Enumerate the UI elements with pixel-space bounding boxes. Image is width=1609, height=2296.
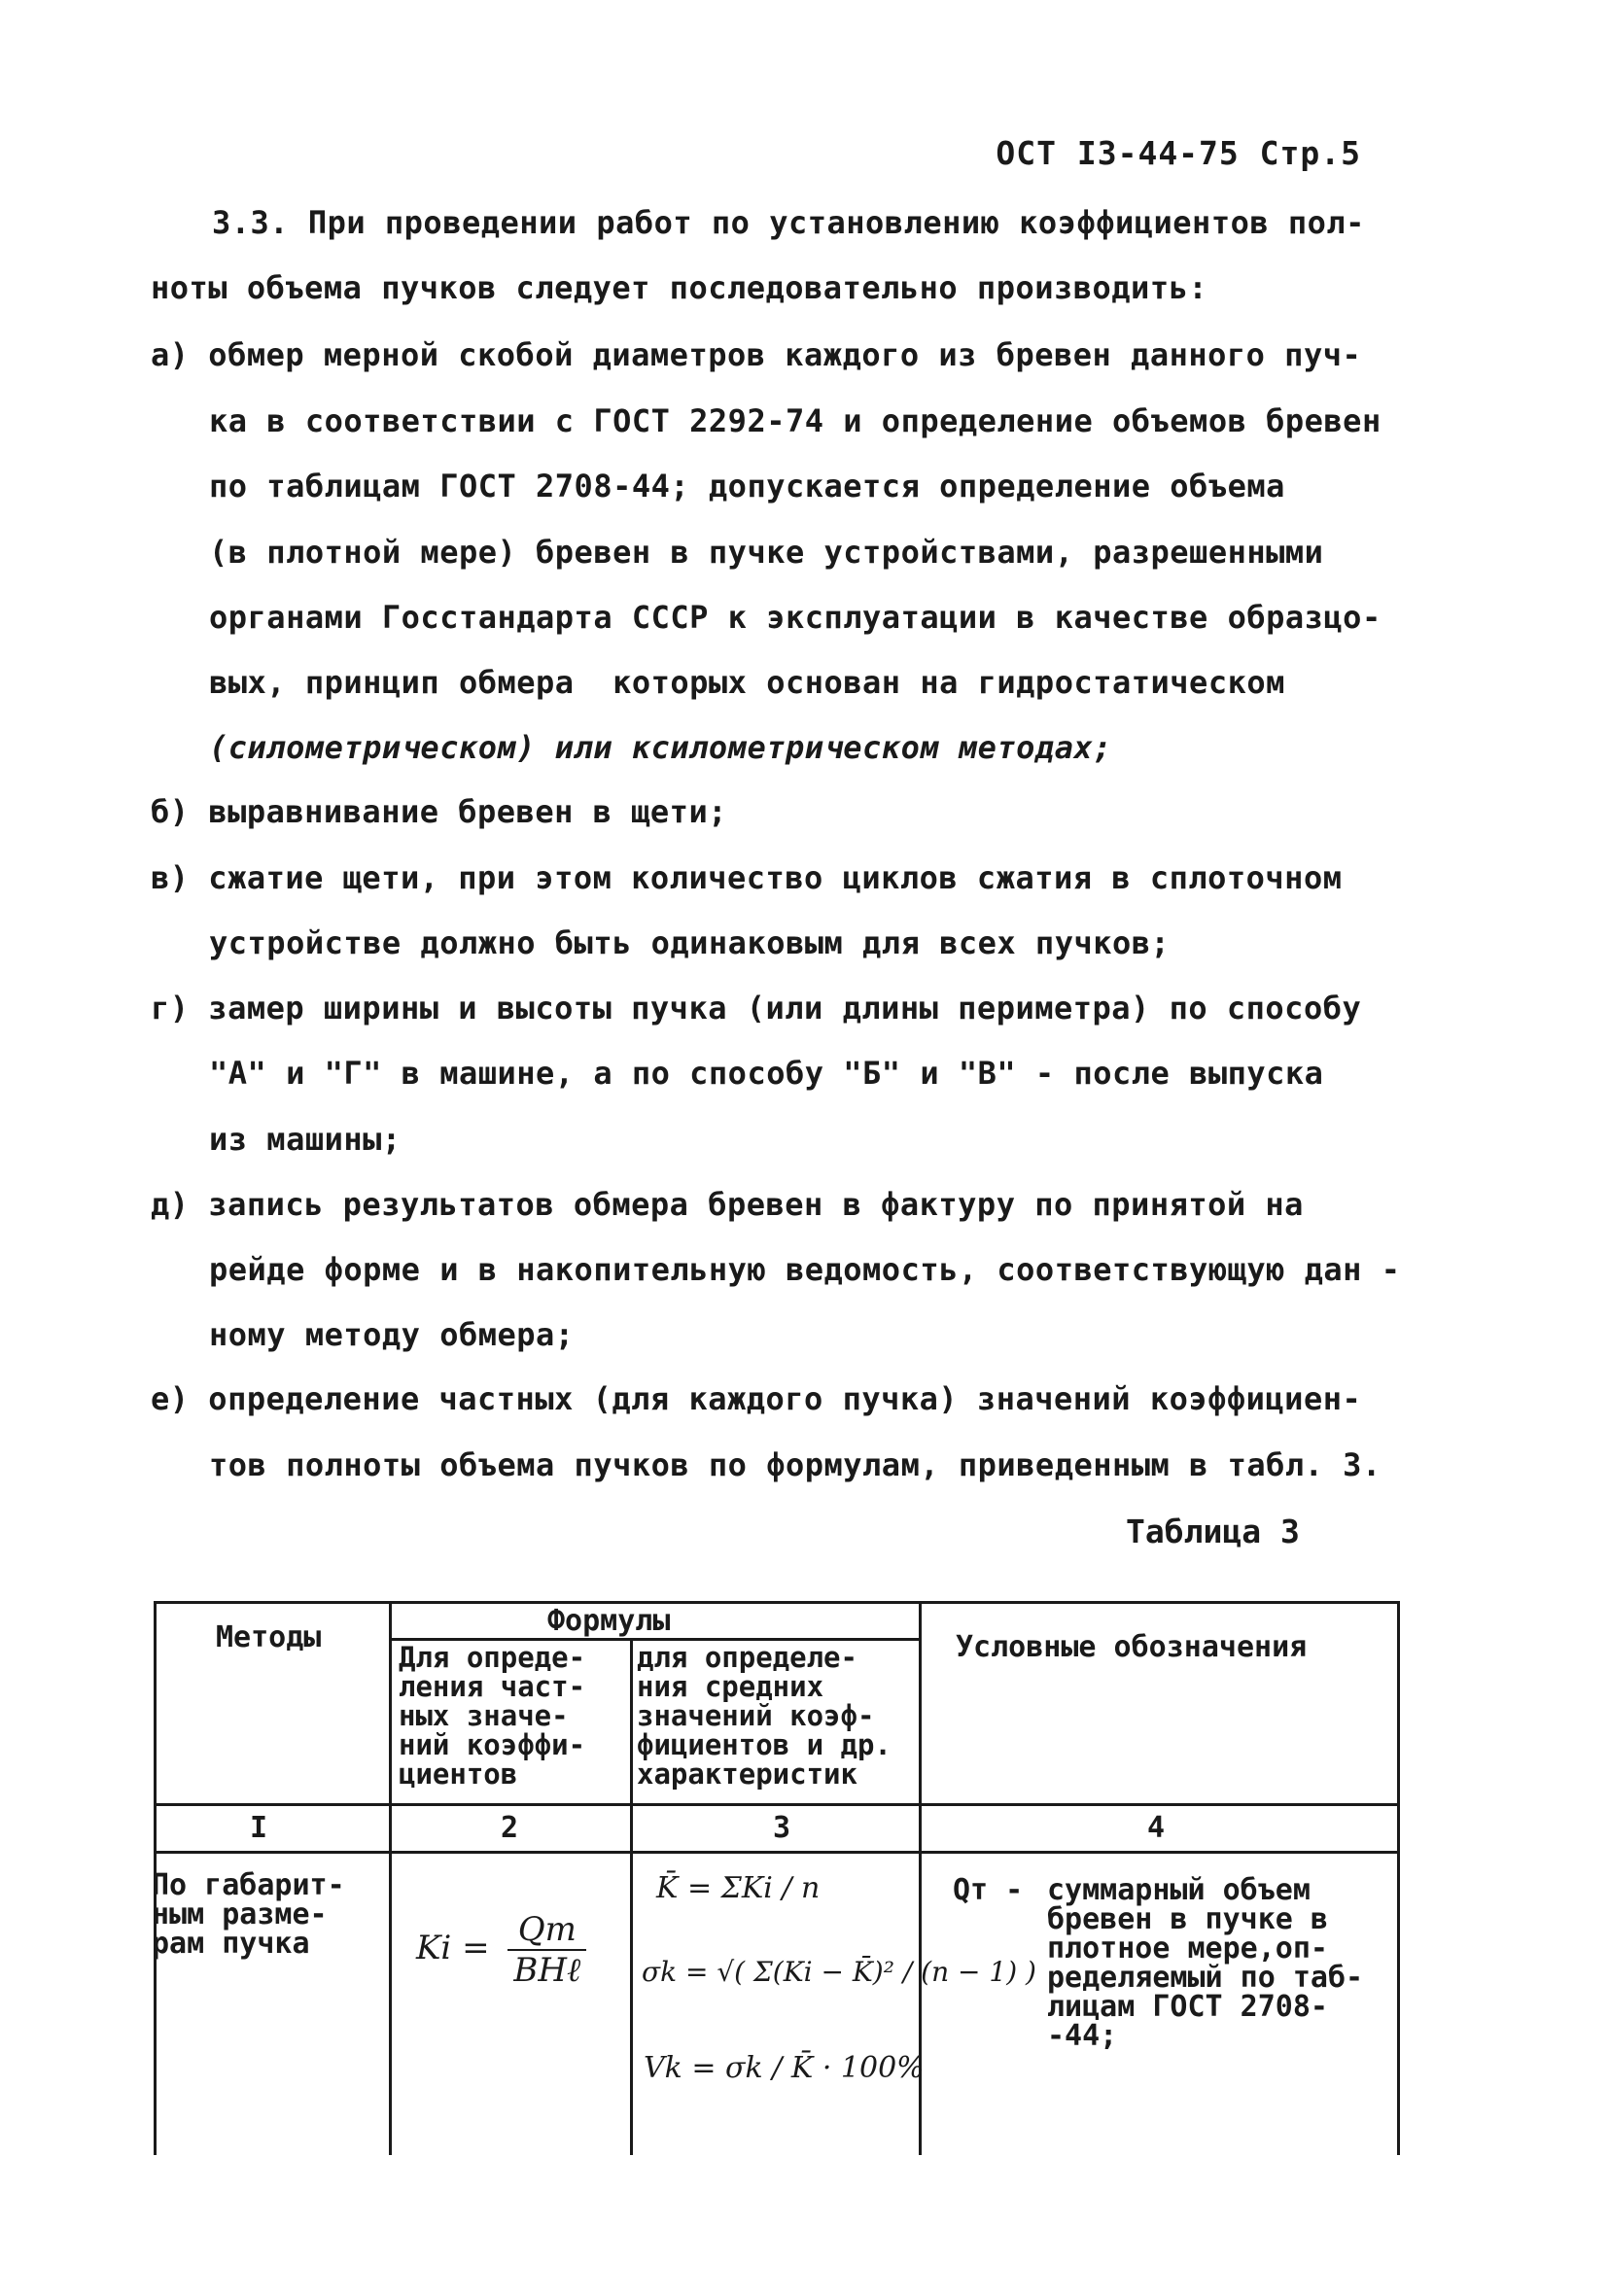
sigma-formula: σk = √( Σ(Ki − K̄)² / (n − 1) ) [642,1956,1036,1988]
formulas-header: Формулы [547,1604,671,1638]
text-line: а) обмер мерной скобой диаметров каждого из бревен данного пуч- [151,336,1362,373]
text-line: (в плотной мере) бревен в пучке устройствами, разрешенными [209,534,1324,571]
text-line: 3.3. При проведении работ по установлению коэффициентов пол- [212,204,1365,241]
col-number: 2 [501,1811,519,1845]
formula-denominator: BHℓ [513,1951,581,1990]
method-cell: По габарит- ным разме- рам пучка [152,1868,345,1961]
text-line: г) замер ширины и высоты пучка (или длины периметра) по способу [151,990,1362,1026]
text-line: ка в соответствии с ГОСТ 2292-74 и определение объемов бревен [209,402,1382,439]
column-divider [630,1638,633,2155]
col-partial-header: Для опреде- ления част- ных значе- ний коэффи- циентов [399,1641,586,1791]
text-line: "А" и "Г" в машине, а по способу "Б" и "В" - после выпуска [209,1055,1324,1092]
page-header: ОСТ I3-44-75 Стр.5 [996,134,1361,172]
mean-formula: K̄ = ΣKi / n [656,1871,821,1905]
text-line: ноты объема пучков следует последовательно производить: [151,269,1208,306]
text-line: (силометрическом) или ксилометрическом методах; [209,729,1112,766]
text-line: тов полноты объема пучков по формулам, приведенным в табл. 3. [209,1446,1382,1483]
text-line: из машины; [209,1121,402,1158]
col-number: 3 [773,1811,791,1845]
table-caption: Таблица 3 [1126,1513,1300,1550]
col-mean-header: для определе- ния средних значений коэф- фициентов и др. характеристик [637,1641,892,1791]
table-right-border [1397,1601,1400,2155]
text-line: рейде форме и в накопительную ведомость, соответствующую дан - [209,1251,1401,1288]
text-line: е) определение частных (для каждого пучка) значений коэффициен- [151,1380,1362,1417]
table-top-border [154,1601,1400,1604]
text-line: ному методу обмера; [209,1316,575,1353]
col-symbols-header: Условные обозначения [956,1630,1308,1664]
text-line: в) сжатие щети, при этом количество циклов сжатия в сплоточном [151,859,1343,896]
partial-formula [416,1910,586,1990]
text-line: устройстве должно быть одинаковым для всех пучков; [209,924,1171,961]
text-line: д) запись результатов обмера бревен в фактуру по принятой на [151,1186,1304,1223]
variation-formula: Vk = σk / K̄ · 100% [644,2051,925,2085]
formula-fraction [507,1910,586,1990]
column-divider [389,1601,392,2155]
col-methods-header: Методы [216,1620,322,1654]
symbol-cell: Qт - [953,1873,1024,1907]
text-line: вых, принцип обмера которых основан на гидростатическом [209,664,1285,701]
symbol-description: суммарный объем бревен в пучке в плотное мере,оп- ределяемый по таб- лицам ГОСТ 2708- -44; [1047,1873,1364,2053]
formula-lhs: Ki = [416,1929,490,1967]
col-number: I [250,1811,268,1845]
text-line: по таблицам ГОСТ 2708-44; допускается определение объема [209,468,1285,504]
header-bottom-border [154,1803,1400,1806]
text-line: органами Госстандарта СССР к эксплуатации в качестве образцо- [209,599,1382,636]
text-line: б) выравнивание бревен в щети; [151,793,727,830]
formula-numerator: Qт [507,1910,586,1951]
col-number: 4 [1147,1811,1166,1845]
numbering-bottom-border [154,1851,1400,1854]
